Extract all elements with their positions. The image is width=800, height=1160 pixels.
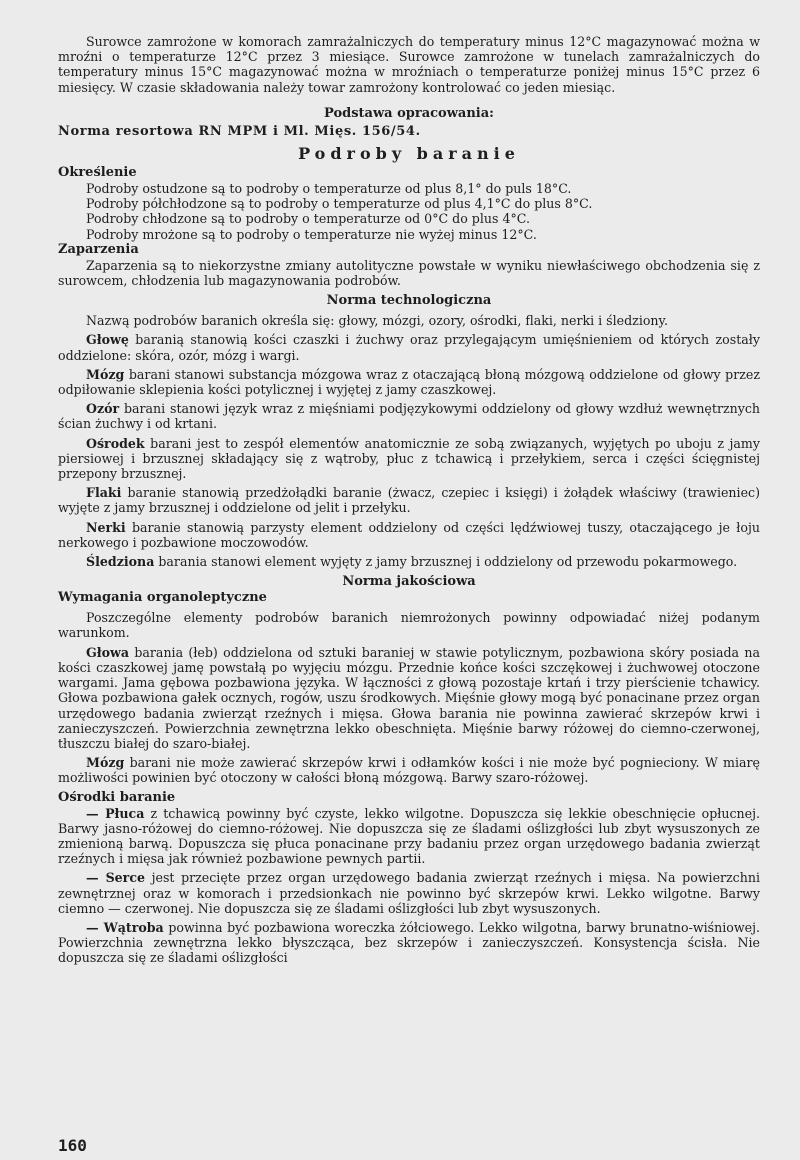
section-title: Podroby baranie [298,144,520,164]
tech-item-paragraph [58,436,760,482]
tech-item-text: barani stanowi substancja mózgowa wraz z otaczającą błoną mózgową oddzielone od głowy przez odpiłowanie sklepienia kości potylicznej i wyjętej z jamy czaszkowej. [58,366,760,398]
norm-reference: Norma resortowa RN MPM i Ml. Mięs. 156/54. [58,123,421,139]
technological-intro: Nazwą podrobów baranich określa się: głowy, mózgi, ozory, ośrodki, flaki, nerki i śledziony. [86,313,668,329]
osrodki-item-paragraph [58,806,760,867]
zaparzenia-heading: Zaparzenia [58,241,139,257]
osrodki-item-term: — Serce [86,870,145,886]
tech-item-term: Flaki [86,485,122,501]
tech-item-term: Ozór [86,401,120,417]
tech-item-paragraph [58,520,760,550]
technological-heading: Norma technologiczna [326,293,492,309]
tech-item-paragraph [58,332,760,362]
organoleptic-heading: Wymagania organoleptyczne [58,590,267,606]
quality-intro: Poszczególne elementy podrobów baranich niemrożonych powinny odpowiadać niżej podanym warunkom. [58,610,760,641]
definition-line: Podroby chłodzone są to podroby o temperaturze od 0°C do plus 4°C. [86,211,530,227]
tech-item-term: Ośrodek [86,435,145,451]
definition-line: Podroby ostudzone są to podroby o temperaturze od plus 8,1° do puls 18°C. [86,181,572,197]
quality-item-paragraph [58,755,760,785]
quality-item-term: Mózg [86,755,125,771]
page-number: 160 [58,1136,87,1155]
quality-heading: Norma jakościowa [342,574,476,590]
definition-line: Podroby półchłodzone są to podroby o temperaturze od plus 4,1°C do plus 8°C. [86,196,593,212]
tech-item-text: baranie stanowią przedżołądki baranie (żwacz, czepiec i księgi) i żołądek właściwy (trawieniec) wyjęte z jamy brzusznej i oddzielone od jelit i przełyku. [58,485,760,516]
quality-item-term: Głowa [86,644,130,660]
tech-item-term: Mózg [86,366,125,382]
tech-item-term: Śledziona [86,554,155,570]
tech-item-term: Nerki [86,519,126,535]
definition-line: Podroby mrożone są to podroby o temperaturze nie wyżej minus 12°C. [86,226,537,242]
osrodki-item-paragraph [58,920,760,966]
tech-item-paragraph [58,401,760,431]
tech-item-text: barania stanowi element wyjęty z jamy brzusznej i oddzielony od przewodu pokarmowego. [154,554,738,570]
osrodki-item-paragraph [58,870,760,916]
tech-item-term: Głowę [86,332,129,348]
osrodki-item-text: jest przecięte przez organ urzędowego badania zwierząt rzeźnych i mięsa. Na powierzchni zewnętrznej oraz w komorach i przedsionkach nie powinno być skrzepów krwi. Lekko wilgotne. Barwy ciemno — czerwonej. Nie dopuszcza się ze śladami oślizgłości lub zbyt wysuszonych. [58,870,760,916]
tech-item-text: baranią stanowią kości czaszki i żuchwy oraz przylegającym umięśnieniem od których zostały oddzielone: skóra, ozór, mózg i wargi. [58,332,760,363]
osrodki-item-term: — Płuca [86,805,145,821]
tech-item-text: baranie stanowią parzysty element oddzielony od części lędźwiowej tuszy, otaczającego je łoju nerkowego i pozbawione moczowodów. [58,519,760,550]
zaparzenia-paragraph: Zaparzenia są to niekorzystne zmiany autolityczne powstałe w wyniku niewłaściwego obchodzenia się z surowcem, chłodzenia lub magazynowania podrobów. [58,257,760,289]
tech-item-paragraph [58,554,760,569]
intro-paragraph: Surowce zamrożone w komorach zamrażalniczych do temperatury minus 12°C magazynować można w mroźni o temperaturze 12°C przez 3 miesiące. Surowce zamrożone w tunelach zamrażalniczych do temperatury minus 15°C magazynować można w mroźniach o temperaturze poniżej minus 15°C przez 6 miesięcy. W czasie składowania należy towar zamrożony kontrolować co jeden miesiąc. [58,34,760,95]
tech-item-text: barani stanowi język wraz z mięśniami podjęzykowymi oddzielony od głowy wzdłuż wewnętrznych ścian żuchwy i od krtani. [58,401,760,432]
quality-item-text: barani nie może zawierać skrzepów krwi i odłamków kości i nie może być pognieciony. W miarę możliwości powinien być otoczony w całości błoną mózgową. Barwy szaro-różowej. [58,755,760,786]
basis-label: Podstawa opracowania: [324,105,494,121]
osrodki-item-text: z tchawicą powinny być czyste, lekko wilgotne. Dopuszcza się lekkie obeschnięcie opłucnej. Barwy jasno-różowej do ciemno-różowej. Nie dopuszcza się ze śladami oślizgłości lub zbyt wysuszonych ze zmienioną barwą. Dopuszcza się płuca ponacinane przy badaniu przez organ urzędowego badania zwierząt rzeźnych i mięsa jak również pozbawione pewnych partii. [58,805,760,867]
quality-item-paragraph [58,645,760,751]
tech-item-text: barani jest to zespół elementów anatomicznie ze sobą związanych, wyjętych po uboju z jamy piersiowej i brzusznej składający się z wątroby, płuc z tchawicą i przełykiem, serca i części ścięgnistej przepony brzusznej. [58,435,760,482]
osrodki-item-term: — Wątroba [86,919,164,935]
definitions-heading: Określenie [58,165,137,181]
osrodki-item-text: powinna być pozbawiona woreczka żółciowego. Lekko wilgotna, barwy brunatno-wiśniowej. Powierzchnia zewnętrzna lekko błyszcząca, bez skrzepów i zanieczyszczeń. Konsystencja ścisła. Nie dopuszcza się ze śladami oślizgłości [58,919,761,966]
document-page [58,34,760,966]
tech-item-paragraph [58,367,760,397]
osrodki-heading: Ośrodki baranie [58,789,176,805]
tech-item-paragraph [58,485,760,515]
quality-item-text: barania (łeb) oddzielona od sztuki baraniej w stawie potylicznym, pozbawiona skóry posiada na kości czaszkowej jamę powstałą po wyjęciu mózgu. Przednie końce kości szczękowej i żuchwowej otoczone wargami. Jama gębowa pozbawiona języka. W łączności z głową pozostaje krtań i trzy pierścienie tchawicy. Głowa pozbawiona gałek ocznych, rogów, uszu środkowych. Mięśnie głowy mogą być ponacinane przez organ urzędowego badania zwierząt rzeźnych i mięsa. Głowa barania nie powinna zawierać skrzepów krwi i zanieczyszczeń. Powierzchnia zewnętrzna lekko obeschnięta. Mięśnie barwy różowej do ciemno-czerwonej, tłuszczu białej do szaro-białej. [58,644,760,751]
